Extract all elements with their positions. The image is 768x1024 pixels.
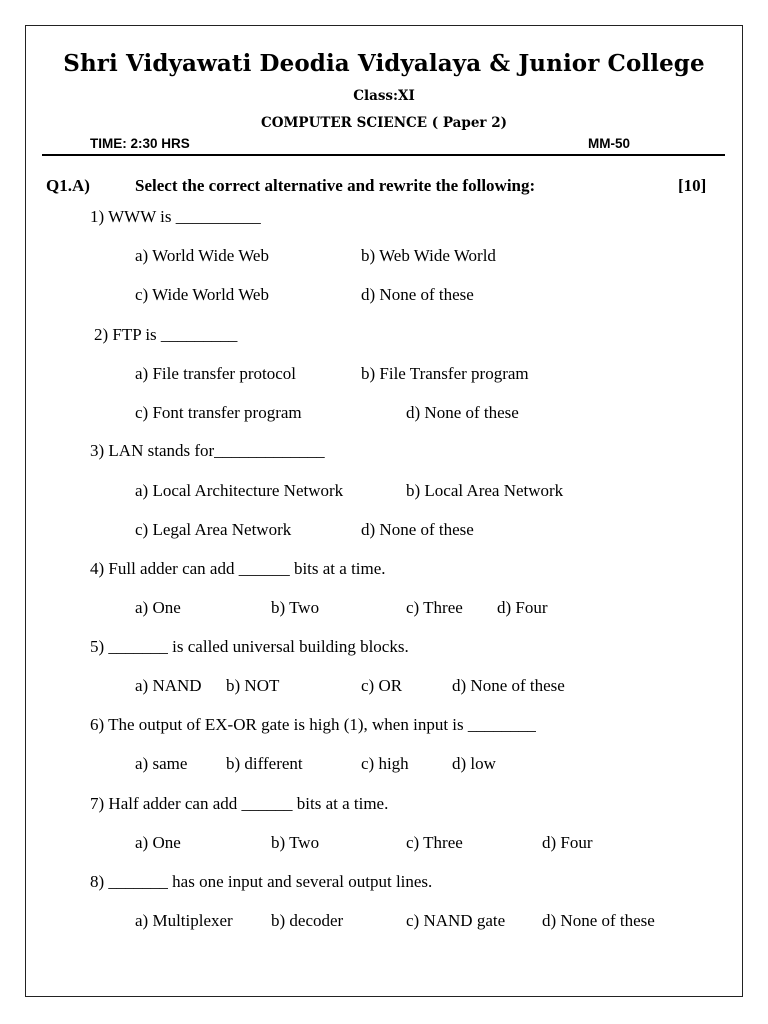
q1-option-b: b) Web Wide World — [361, 246, 496, 265]
q5-option-c: c) OR — [361, 676, 403, 695]
q2-option-a: a) File transfer protocol — [135, 364, 296, 383]
q8-option-d: d) None of these — [542, 911, 655, 930]
school-name: Shri Vidyawati Deodia Vidyalaya & Junior College — [63, 50, 705, 77]
q4-option-a: a) One — [135, 598, 181, 617]
q2-option-d: d) None of these — [406, 403, 519, 422]
question-5: 5) _______ is called universal building blocks. — [90, 637, 409, 656]
q5-option-d: d) None of these — [452, 676, 565, 695]
q6-option-b: b) different — [226, 754, 303, 773]
q7-option-d: d) Four — [542, 833, 593, 852]
q4-option-b: b) Two — [271, 598, 320, 617]
section-instruction: Select the correct alternative and rewrite the following: — [135, 176, 536, 195]
q6-option-a: a) same — [135, 754, 188, 773]
q2-option-b: b) File Transfer program — [361, 364, 529, 383]
question-1: 1) WWW is __________ — [90, 207, 261, 226]
max-marks-label: MM-50 — [588, 136, 631, 151]
q1-option-a: a) World Wide Web — [135, 246, 269, 265]
question-3: 3) LAN stands for_____________ — [90, 441, 325, 460]
q4-option-c: c) Three — [406, 598, 463, 617]
question-6: 6) The output of EX-OR gate is high (1), when input is ________ — [90, 715, 536, 734]
section-number: Q1.A) — [46, 176, 90, 195]
q7-option-c: c) Three — [406, 833, 463, 852]
time-label: TIME: 2:30 HRS — [90, 136, 190, 151]
q7-option-b: b) Two — [271, 833, 320, 852]
question-8: 8) _______ has one input and several output lines. — [90, 872, 433, 891]
q5-option-a: a) NAND — [135, 676, 202, 695]
q8-option-c: c) NAND gate — [406, 911, 506, 930]
section-marks: [10] — [678, 176, 707, 195]
question-2: 2) FTP is _________ — [94, 325, 238, 344]
q3-option-b: b) Local Area Network — [406, 481, 564, 500]
exam-page — [25, 25, 743, 997]
q3-option-d: d) None of these — [361, 520, 474, 539]
q7-option-a: a) One — [135, 833, 181, 852]
q4-option-d: d) Four — [497, 598, 548, 617]
class-label: Class:XI — [353, 88, 415, 104]
q6-option-c: c) high — [361, 754, 409, 773]
q8-option-a: a) Multiplexer — [135, 911, 233, 930]
q8-option-b: b) decoder — [271, 911, 344, 930]
question-4: 4) Full adder can add ______ bits at a time. — [90, 559, 386, 578]
q3-option-a: a) Local Architecture Network — [135, 481, 344, 500]
q1-option-d: d) None of these — [361, 285, 474, 304]
q3-option-c: c) Legal Area Network — [135, 520, 292, 539]
q6-option-d: d) low — [452, 754, 496, 773]
header-divider — [42, 154, 725, 156]
q2-option-c: c) Font transfer program — [135, 403, 302, 422]
question-7: 7) Half adder can add ______ bits at a time. — [90, 794, 389, 813]
q5-option-b: b) NOT — [226, 676, 280, 695]
subject-title: COMPUTER SCIENCE ( Paper 2) — [260, 115, 508, 131]
q1-option-c: c) Wide World Web — [135, 285, 269, 304]
